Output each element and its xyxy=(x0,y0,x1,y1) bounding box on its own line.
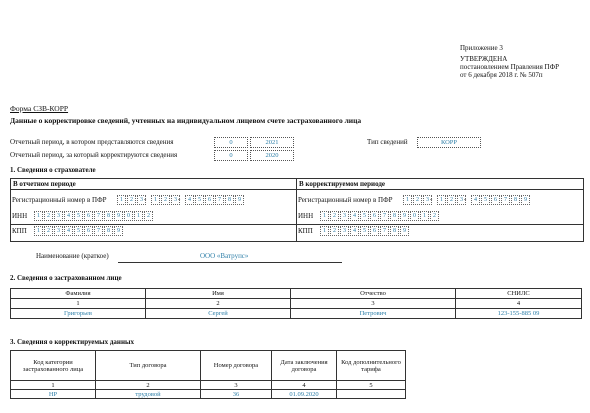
section1-title: 1. Сведения о страхователе xyxy=(10,166,96,174)
header-tariff-code: Код дополнительного тарифа xyxy=(337,351,406,381)
reg-part3-left[interactable]: 4 5 6 7 8 9 xyxy=(185,195,245,204)
kpp-cells-left[interactable]: 1 2 3 4 5 6 7 8 9 xyxy=(34,226,124,235)
period-corrected-code[interactable]: 0 xyxy=(214,150,248,161)
insurer-left-header: В отчетном периоде xyxy=(13,180,76,188)
reg-label-left: Регистрационный номер в ПФР xyxy=(12,196,107,204)
col-number-1: 1 xyxy=(11,299,146,309)
reg-dash-left-1: - xyxy=(144,195,147,203)
inn-cells-right[interactable]: 1 2 3 4 5 6 7 8 9 0 1 2 xyxy=(320,211,440,220)
reg-part2-left[interactable]: 1 2 3 xyxy=(151,195,181,204)
approval-approved: УТВЕРЖДЕНА xyxy=(460,55,508,63)
reg-dash-right-1: - xyxy=(430,195,433,203)
corrected-data-table xyxy=(10,350,406,399)
value-contract-number[interactable]: 36 xyxy=(201,390,272,399)
info-type-label: Тип сведений xyxy=(367,138,408,146)
approval-appendix: Приложение 3 xyxy=(460,44,503,52)
kpp-label-left: КПП xyxy=(12,227,27,235)
period-report-code[interactable]: 0 xyxy=(214,137,248,148)
reg-label-right: Регистрационный номер в ПФР xyxy=(298,196,393,204)
value-snils[interactable]: 123-155-885 09 xyxy=(456,309,582,319)
header-contract-number: Номер договора xyxy=(201,351,272,381)
section3-title: 3. Сведения о корректируемых данных xyxy=(10,338,134,346)
insurer-kpp-line xyxy=(11,224,583,225)
reg-part1-left[interactable]: 1 2 3 xyxy=(117,195,147,204)
period-corrected-label: Отчетный период, за который корректируются сведения xyxy=(10,151,178,159)
section2-title: 2. Сведения о застрахованном лице xyxy=(10,274,122,282)
insurer-header-line xyxy=(11,189,583,190)
reg-dash-left-2: - xyxy=(178,195,181,203)
period-report-label: Отчетный период, в котором представляются сведения xyxy=(10,138,174,146)
form-title: Данные о корректировке сведений, учтенных на индивидуальном лицевом счете застрахованного лица xyxy=(10,116,362,125)
value-contract-date[interactable]: 01.09.2020 xyxy=(272,390,337,399)
insurer-right-header: В корректируемом периоде xyxy=(299,180,386,188)
reg-dash-right-2: - xyxy=(464,195,467,203)
insurer-name-label: Наименование (краткое) xyxy=(36,252,109,260)
kpp-cells-right[interactable]: 1 2 3 4 5 6 7 8 9 xyxy=(320,226,410,235)
header-surname: Фамилия xyxy=(11,289,146,299)
period-report-year[interactable]: 2021 xyxy=(250,137,294,148)
value-tariff-code[interactable] xyxy=(337,390,406,399)
col-number-4: 4 xyxy=(272,381,337,390)
inn-label-left: ИНН xyxy=(12,212,28,220)
col-number-1: 1 xyxy=(11,381,96,390)
col-number-2: 2 xyxy=(146,299,291,309)
header-contract-date: Дата заключения договора xyxy=(272,351,337,381)
value-name[interactable]: Сергей xyxy=(146,309,291,319)
insured-person-table xyxy=(10,288,582,319)
col-number-3: 3 xyxy=(201,381,272,390)
value-patronymic[interactable]: Петрович xyxy=(291,309,456,319)
insurer-name-value[interactable]: ООО «Ватрупс» xyxy=(200,252,249,260)
reg-part3-right[interactable]: 4 5 6 7 8 9 xyxy=(471,195,531,204)
info-type-value[interactable]: КОРР xyxy=(417,137,481,148)
kpp-label-right: КПП xyxy=(298,227,313,235)
header-category-code: Код категории застрахованного лица xyxy=(11,351,96,381)
inn-label-right: ИНН xyxy=(298,212,314,220)
reg-part1-right[interactable]: 1 2 3 xyxy=(403,195,433,204)
header-snils: СНИЛС xyxy=(456,289,582,299)
header-contract-type: Тип договора xyxy=(96,351,201,381)
header-patronymic: Отчество xyxy=(291,289,456,299)
col-number-2: 2 xyxy=(96,381,201,390)
approval-date: от 6 декабря 2018 г. № 507п xyxy=(460,71,543,79)
value-surname[interactable]: Григорьев xyxy=(11,309,146,319)
reg-part2-right[interactable]: 1 2 3 xyxy=(437,195,467,204)
insurer-name-underline xyxy=(118,262,342,263)
form-name: Форма СЗВ-КОРР xyxy=(10,104,69,113)
inn-cells-left[interactable]: 1 2 3 4 5 6 7 8 9 0 1 2 xyxy=(34,211,154,220)
col-number-3: 3 xyxy=(291,299,456,309)
col-number-5: 5 xyxy=(337,381,406,390)
col-number-4: 4 xyxy=(456,299,582,309)
period-corrected-year[interactable]: 2020 xyxy=(250,150,294,161)
value-category-code[interactable]: НР xyxy=(11,390,96,399)
value-contract-type[interactable]: трудовой xyxy=(96,390,201,399)
approval-resolution: постановлением Правления ПФР xyxy=(460,63,560,71)
header-name: Имя xyxy=(146,289,291,299)
